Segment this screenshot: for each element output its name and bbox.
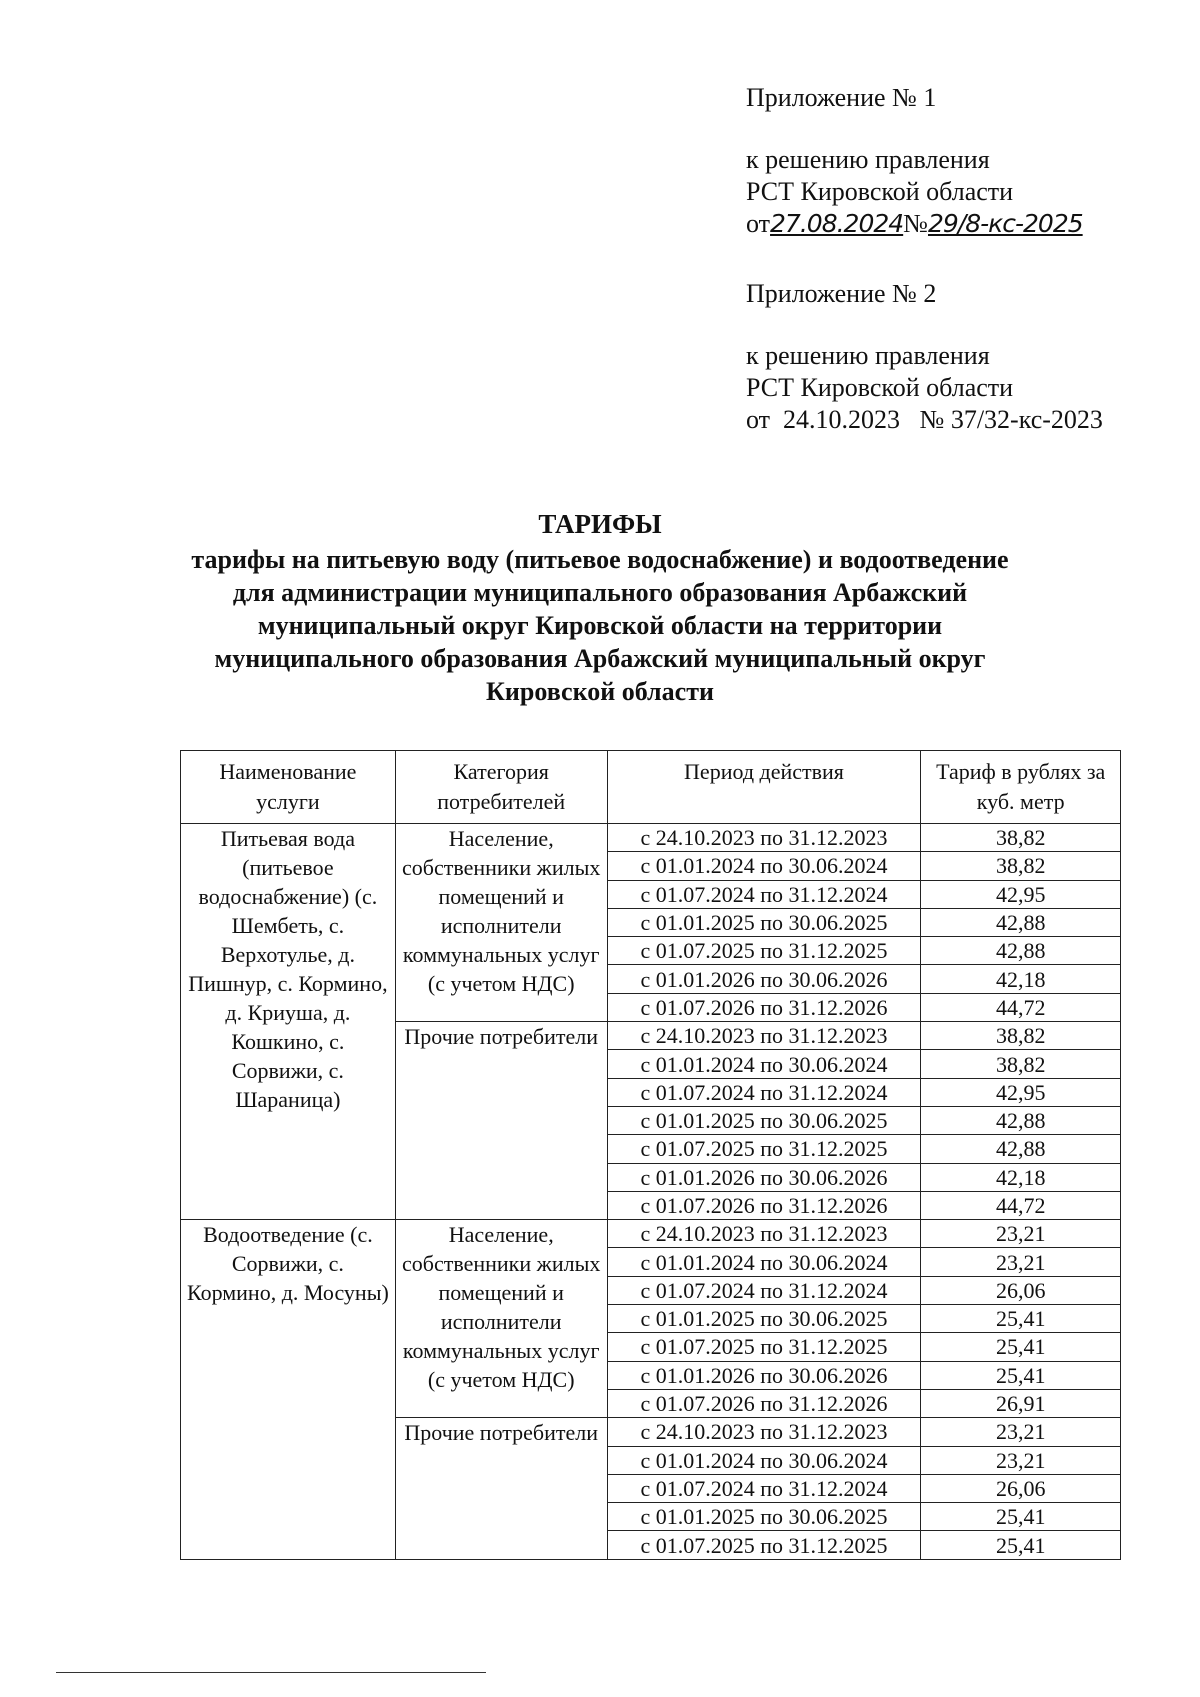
service-name-cell: Водоотведение (с. Сорвижи, с. Кормино, д. Мосуны): [181, 1220, 396, 1560]
tariff-value-cell: 42,95: [921, 880, 1121, 908]
tariff-value-cell: 42,18: [921, 1163, 1121, 1191]
document-subtitle-line: муниципального образования Арбажский муниципальный округ: [214, 644, 986, 673]
tariff-table: [180, 750, 1121, 1560]
tariff-table-body: [181, 824, 1121, 1560]
tariff-value-cell: 38,82: [921, 852, 1121, 880]
consumer-category-cell: Прочие потребители: [395, 1418, 607, 1559]
document-subtitle-line: Кировской области: [486, 677, 714, 706]
document-subtitle-line: тарифы на питьевую воду (питьевое водоснабжение) и водоотведение: [191, 545, 1009, 574]
table-row: [181, 824, 1121, 852]
tariff-value-cell: 26,06: [921, 1474, 1121, 1502]
annex-1-number-prefix: №: [903, 209, 928, 238]
header-service-name: Наименование услуги: [181, 751, 396, 824]
tariff-value-cell: 42,95: [921, 1078, 1121, 1106]
validity-period-cell: с 24.10.2023 по 31.12.2023: [607, 1220, 921, 1248]
validity-period-cell: с 01.01.2026 по 30.06.2026: [607, 1163, 921, 1191]
tariff-value-cell: 25,41: [921, 1531, 1121, 1559]
tariff-value-cell: 38,82: [921, 1022, 1121, 1050]
tariff-value-cell: 42,88: [921, 1135, 1121, 1163]
annex-1-date-line: [746, 208, 1083, 240]
tariff-value-cell: 25,41: [921, 1361, 1121, 1389]
tariff-value-cell: 42,18: [921, 965, 1121, 993]
validity-period-cell: с 01.07.2024 по 31.12.2024: [607, 1276, 921, 1304]
validity-period-cell: с 01.01.2026 по 30.06.2026: [607, 1361, 921, 1389]
tariff-value-cell: 38,82: [921, 824, 1121, 852]
consumer-category-cell: Население, собственники жилых помещений и исполнители коммунальных услуг (с учетом НДС): [395, 1220, 607, 1418]
table-header-row: [181, 751, 1121, 824]
validity-period-cell: с 01.07.2025 по 31.12.2025: [607, 937, 921, 965]
annex-1-header: [746, 82, 1083, 240]
tariff-value-cell: 42,88: [921, 908, 1121, 936]
tariff-value-cell: 23,21: [921, 1248, 1121, 1276]
document-subtitle-line: муниципальный округ Кировской области на территории: [257, 611, 943, 640]
tariff-value-cell: 26,91: [921, 1389, 1121, 1417]
annex-1-title: Приложение № 1: [746, 83, 937, 112]
validity-period-cell: с 01.07.2025 по 31.12.2025: [607, 1333, 921, 1361]
document-title: ТАРИФЫ: [538, 509, 662, 539]
validity-period-cell: с 01.01.2024 по 30.06.2024: [607, 1050, 921, 1078]
tariff-value-cell: 23,21: [921, 1220, 1121, 1248]
service-name-cell: Питьевая вода (питьевое водоснабжение) (с. Шембеть, с. Верхотулье, д. Пишнур, с. Кормино, д. Криуша, д. Кошкино, с. Сорвижи, с. Шараница): [181, 824, 396, 1220]
validity-period-cell: с 01.01.2025 по 30.06.2025: [607, 1503, 921, 1531]
consumer-category-cell: Прочие потребители: [395, 1022, 607, 1220]
validity-period-cell: с 24.10.2023 по 31.12.2023: [607, 1418, 921, 1446]
annex-2-header: [746, 278, 1103, 436]
tariff-value-cell: 38,82: [921, 1050, 1121, 1078]
tariff-value-cell: 26,06: [921, 1276, 1121, 1304]
annex-2-line-2: РСТ Кировской области: [746, 373, 1014, 402]
validity-period-cell: с 24.10.2023 по 31.12.2023: [607, 1022, 921, 1050]
annex-2-title: Приложение № 2: [746, 279, 937, 308]
validity-period-cell: с 01.01.2025 по 30.06.2025: [607, 908, 921, 936]
header-consumer-category: Категория потребителей: [395, 751, 607, 824]
annex-1-line-2: РСТ Кировской области: [746, 177, 1014, 206]
validity-period-cell: с 01.01.2025 по 30.06.2025: [607, 1305, 921, 1333]
annex-1-line-1: к решению правления: [746, 145, 990, 174]
tariff-value-cell: 23,21: [921, 1418, 1121, 1446]
validity-period-cell: с 01.07.2026 по 31.12.2026: [607, 1191, 921, 1219]
annex-1-date-prefix: от: [746, 209, 771, 238]
tariff-value-cell: 25,41: [921, 1305, 1121, 1333]
validity-period-cell: с 01.07.2025 по 31.12.2025: [607, 1135, 921, 1163]
tariff-value-cell: 44,72: [921, 1191, 1121, 1219]
tariff-value-cell: 25,41: [921, 1503, 1121, 1531]
tariff-value-cell: 42,88: [921, 1106, 1121, 1134]
table-row: [181, 1220, 1121, 1248]
annex-1-handwritten-number: 29/8-кс-2025: [927, 209, 1083, 238]
annex-2-line-3: от 24.10.2023 № 37/32-кс-2023: [746, 405, 1103, 434]
tariff-value-cell: 42,88: [921, 937, 1121, 965]
validity-period-cell: с 01.01.2024 по 30.06.2024: [607, 1248, 921, 1276]
validity-period-cell: с 01.07.2024 по 31.12.2024: [607, 1078, 921, 1106]
tariff-value-cell: 23,21: [921, 1446, 1121, 1474]
validity-period-cell: с 01.07.2024 по 31.12.2024: [607, 880, 921, 908]
validity-period-cell: с 24.10.2023 по 31.12.2023: [607, 824, 921, 852]
header-validity-period: Период действия: [607, 751, 921, 824]
validity-period-cell: с 01.07.2026 по 31.12.2026: [607, 993, 921, 1021]
validity-period-cell: с 01.07.2024 по 31.12.2024: [607, 1474, 921, 1502]
document-title-block: [150, 508, 1050, 708]
validity-period-cell: с 01.01.2026 по 30.06.2026: [607, 965, 921, 993]
annex-2-line-1: к решению правления: [746, 341, 990, 370]
validity-period-cell: с 01.07.2025 по 31.12.2025: [607, 1531, 921, 1559]
tariff-value-cell: 25,41: [921, 1333, 1121, 1361]
header-tariff: Тариф в рублях за куб. метр: [921, 751, 1121, 824]
validity-period-cell: с 01.01.2024 по 30.06.2024: [607, 852, 921, 880]
validity-period-cell: с 01.07.2026 по 31.12.2026: [607, 1389, 921, 1417]
tariff-value-cell: 44,72: [921, 993, 1121, 1021]
validity-period-cell: с 01.01.2024 по 30.06.2024: [607, 1446, 921, 1474]
validity-period-cell: с 01.01.2025 по 30.06.2025: [607, 1106, 921, 1134]
annex-1-handwritten-date: 27.08.2024: [770, 209, 904, 238]
document-subtitle-line: для администрации муниципального образования Арбажский: [232, 578, 968, 607]
footer-divider: [56, 1672, 486, 1673]
consumer-category-cell: Население, собственники жилых помещений и исполнители коммунальных услуг (с учетом НДС): [395, 824, 607, 1022]
